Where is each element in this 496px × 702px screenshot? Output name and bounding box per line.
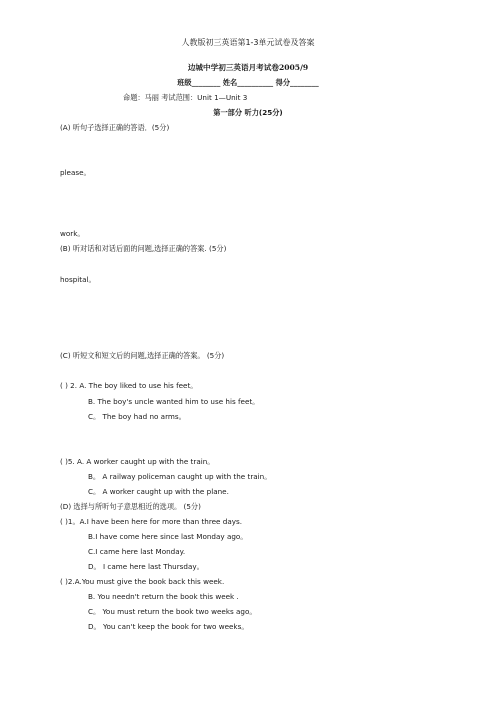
document-title: 人教版初三英语第1-3单元试卷及答案 — [181, 38, 315, 47]
question-stem: ( )5. A. A worker caught up with the train。 — [60, 457, 215, 466]
option-b: B. You needn't return the book this week . — [88, 592, 239, 601]
wrap-line: hospital。 — [60, 275, 96, 284]
section-d-heading: (D) 选择与所听句子意思相近的选项。 (5分) — [60, 502, 201, 511]
question-stem: ( ) 2. A. The boy liked to use his feet。 — [60, 381, 198, 390]
exam-meta-line: 命题：马丽 考试范围：Unit 1—Unit 3 — [123, 93, 248, 102]
option-c: C。 The boy had no arms。 — [88, 412, 186, 421]
option-c: C.I came here last Monday. — [88, 547, 186, 556]
option-d: D。 I came here last Thursday。 — [88, 562, 204, 571]
wrap-line: please。 — [60, 168, 91, 177]
option-d: D。 You can't keep the book for two weeks。 — [88, 622, 249, 631]
question-stem: ( )1。A.I have been here for more than three days. — [60, 517, 243, 526]
student-info-line: 班级________ 姓名__________ 得分________ — [177, 78, 319, 87]
section-b-heading: (B) 听对话和对话后面的问题,选择正确的答案. (5分) — [60, 244, 227, 253]
section-c-heading: (C) 听短文和短文后的问题,选择正确的答案。 (5分) — [60, 351, 225, 360]
option-b: B.I have come here since last Monday ago。 — [88, 532, 248, 541]
exam-title: 边城中学初三英语月考试卷2005/9 — [187, 63, 309, 72]
question-stem: ( )2.A.You must give the book back this week. — [60, 577, 225, 586]
option-b: B. The boy's uncle wanted him to use his feet。 — [88, 397, 260, 406]
option-b: B。 A railway policeman caught up with the train。 — [88, 472, 272, 481]
wrap-line: work。 — [60, 229, 85, 238]
option-c: C。 A worker caught up with the plane. — [88, 487, 229, 496]
section-a-heading: (A) 听句子选择正确的答语．(5分) — [60, 123, 170, 132]
part-one-title: 第一部分 听力(25分) — [213, 108, 283, 117]
option-c: C。 You must return the book two weeks ago。 — [88, 607, 257, 616]
